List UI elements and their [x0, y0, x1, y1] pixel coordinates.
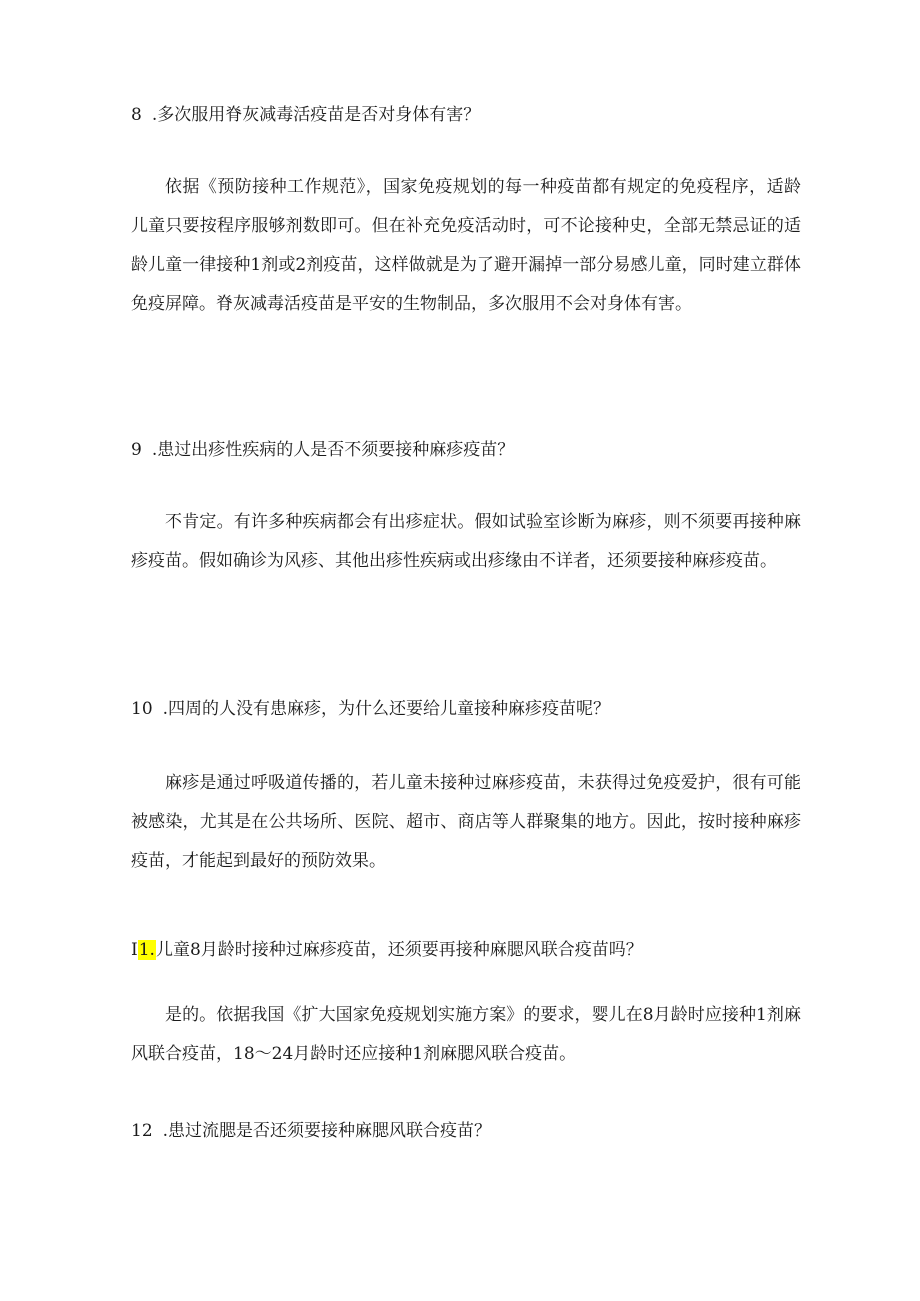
- question-number-prefix: I: [131, 940, 138, 960]
- question-12: [131, 1112, 801, 1151]
- question-text: .多次服用脊灰减毒活疫苗是否对身体有害？: [151, 105, 481, 125]
- question-text: .四周的人没有患麻疹，为什么还要给儿童接种麻疹疫苗呢？: [162, 699, 611, 719]
- highlighted-number: 1.: [138, 940, 155, 960]
- answer-9: 不肯定。有许多种疾病都会有出疹症状。假如试验室诊断为麻疹，则不须要再接种麻疹疫苗。假如确诊为风疹、其他出疹性疾病或出疹缘由不详者，还须要接种麻疹疫苗。: [131, 512, 801, 571]
- question-10: [131, 690, 801, 729]
- answer-8: 依据《预防接种工作规范》，国家免疫规划的每一种疫苗都有规定的免疫程序，适龄儿童只要按程序服够剂数即可。但在补充免疫活动时，可不论接种史，全部无禁忌证的适龄儿童一律接种1剂或2剂疫苗，这样做就是为了避开漏掉一部分易感儿童，同时建立群体免疫屏障。脊灰减毒活疫苗是平安的生物制品，多次服用不会对身体有害。: [131, 177, 801, 314]
- answer-11: 是的。依据我国《扩大国家免疫规划实施方案》的要求，婴儿在8月龄时应接种1剂麻风联合疫苗，18～24月龄时还应接种1剂麻腮风联合疫苗。: [131, 1005, 801, 1064]
- question-8: [131, 96, 801, 135]
- question-number: 10: [131, 699, 153, 719]
- question-number: 8: [131, 105, 142, 125]
- question-text: .患过流腮是否还须要接种麻腮风联合疫苗？: [162, 1121, 492, 1141]
- question-number: 12: [131, 1121, 153, 1141]
- question-text: .患过出疹性疾病的人是否不须要接种麻疹疫苗？: [151, 440, 515, 460]
- answer-10: 麻疹是通过呼吸道传播的，若儿童未接种过麻疹疫苗，未获得过免疫爱护，很有可能被感染，尤其是在公共场所、医院、超市、商店等人群聚集的地方。因此，按时接种麻疹疫苗，才能起到最好的预防效果。: [131, 773, 801, 871]
- question-11: [131, 931, 801, 970]
- question-number: 9: [131, 440, 142, 460]
- question-text: 儿童8月龄时接种过麻疹疫苗，还须要再接种麻腮风联合疫苗吗？: [155, 940, 643, 960]
- question-9: [131, 431, 801, 470]
